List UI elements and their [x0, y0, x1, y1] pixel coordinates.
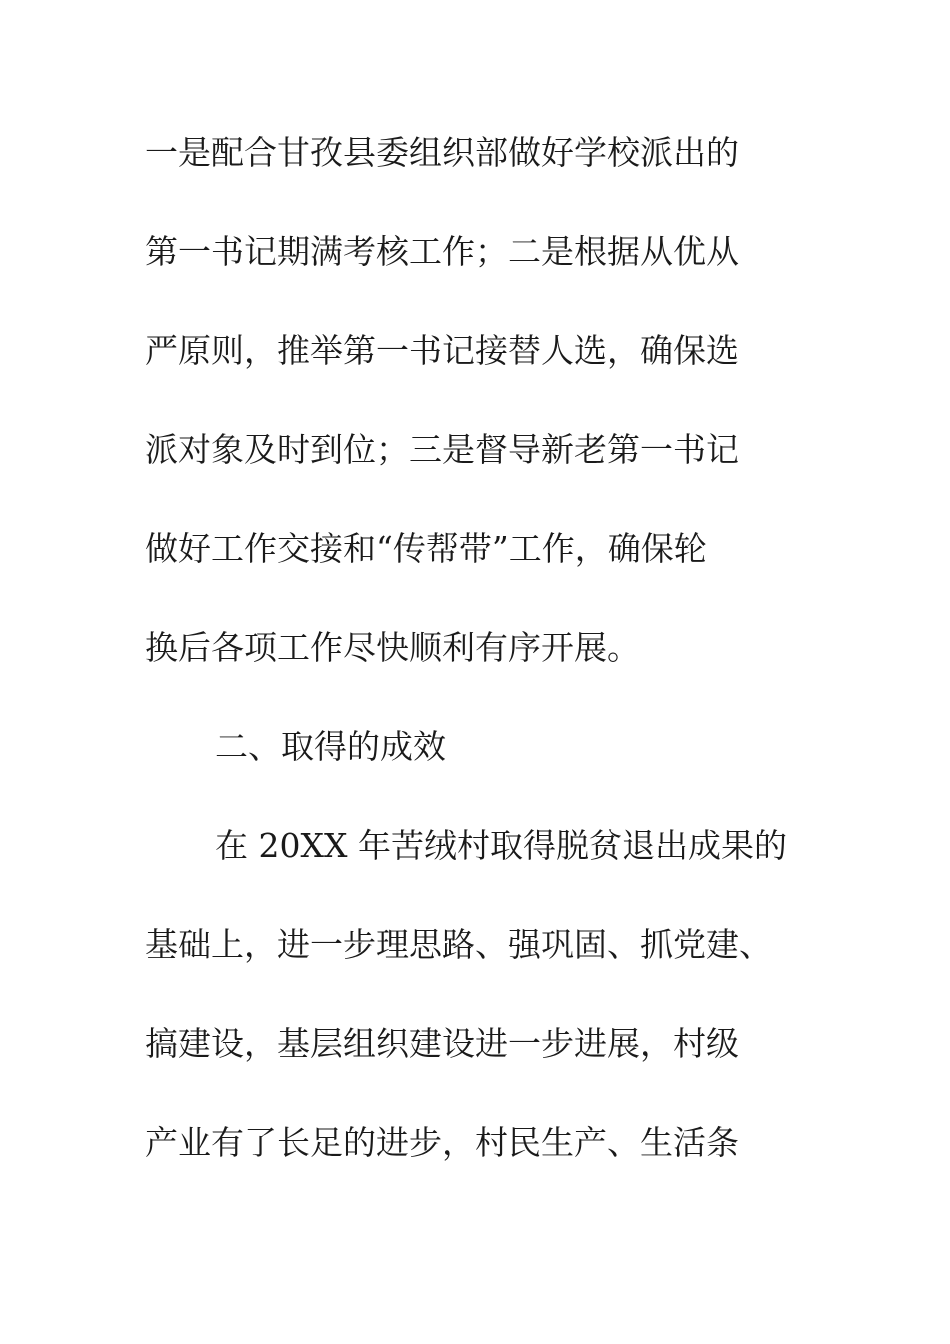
paragraph-line: 换后各项工作尽快顺利有序开展。 [145, 628, 640, 667]
paragraph-line: 搞建设，基层组织建设进一步进展，村级 [145, 1024, 739, 1063]
paragraph-line: 基础上，进一步理思路、强巩固、抓党建、 [145, 925, 772, 964]
section-heading: 二、取得的成效 [215, 727, 446, 766]
paragraph-line: 一是配合甘孜县委组织部做好学校派出的 [145, 133, 739, 172]
paragraph-line: 派对象及时到位；三是督导新老第一书记 [145, 430, 739, 469]
paragraph-line: 做好工作交接和“传帮带”工作，确保轮 [145, 529, 707, 568]
paragraph-line: 在 20XX 年苦绒村取得脱贫退出成果的 [215, 826, 787, 865]
paragraph-line: 第一书记期满考核工作；二是根据从优从 [145, 232, 739, 271]
paragraph-line: 严原则，推举第一书记接替人选，确保选 [145, 331, 739, 370]
paragraph-line: 产业有了长足的进步，村民生产、生活条 [145, 1123, 739, 1162]
